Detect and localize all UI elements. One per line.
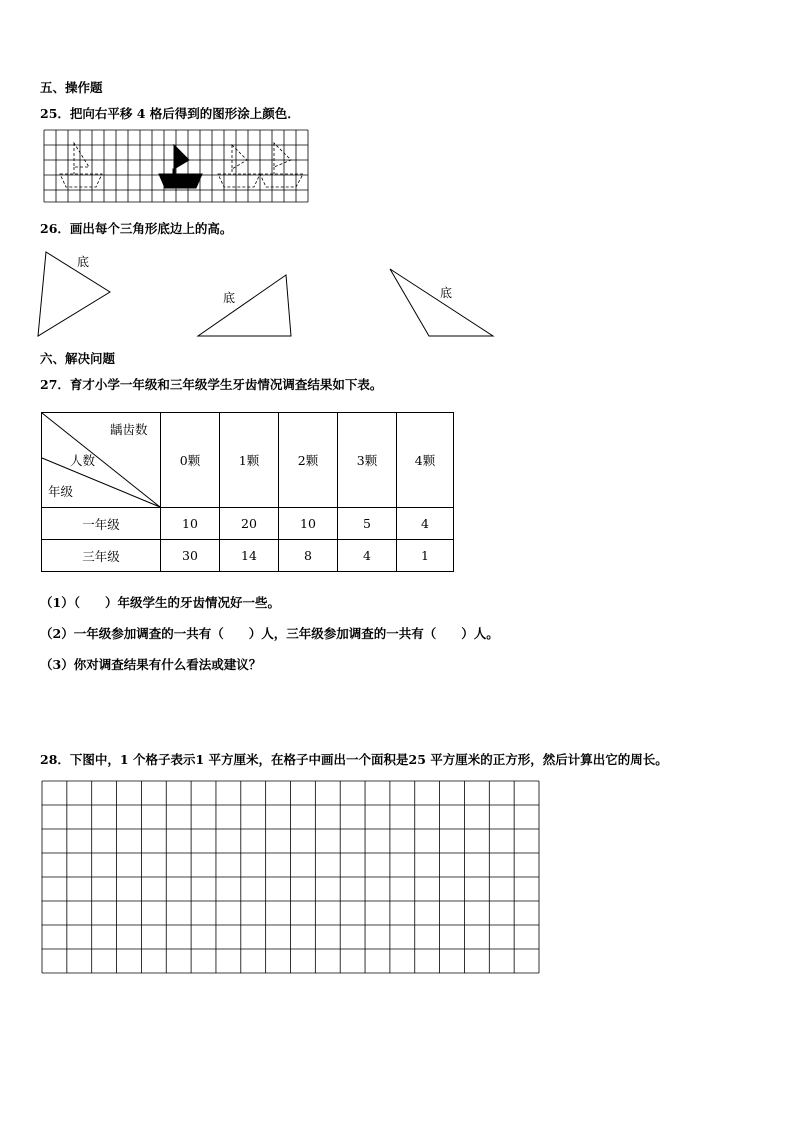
corner-label-grade: 年级: [48, 484, 74, 499]
table-cell: 20: [220, 508, 279, 540]
column-header: 0颗: [161, 413, 220, 508]
section-six-title: 六、解决问题: [40, 351, 116, 366]
table-cell: 10: [279, 508, 338, 540]
question-27-part-1: （1）（ ）年级学生的牙齿情况好一些。: [40, 595, 280, 610]
table-row: [42, 508, 454, 540]
solid-boat: [159, 145, 202, 188]
q25-grid-figure: [44, 130, 312, 202]
triangle-1: [36, 248, 116, 338]
table-cell: 10: [161, 508, 220, 540]
corner-label-people: 人数: [70, 453, 96, 468]
row-label: 一年级: [42, 508, 161, 540]
table-cell: 30: [161, 540, 220, 572]
question-26-text: 26．画出每个三角形底边上的高。: [40, 221, 233, 236]
dashed-boat-3: [260, 143, 303, 187]
triangle-3-base-label: 底: [440, 286, 453, 300]
table-cell: 1: [397, 540, 454, 572]
triangle-1-base-label: 底: [77, 255, 90, 269]
question-27-text: 27．育才小学一年级和三年级学生牙齿情况调查结果如下表。: [40, 377, 383, 392]
column-header: 4颗: [397, 413, 454, 508]
column-header: 2颗: [279, 413, 338, 508]
triangle-2-base-label: 底: [223, 291, 236, 305]
column-header: 3颗: [338, 413, 397, 508]
section-five-title: 五、操作题: [40, 80, 103, 95]
triangle-3: [387, 266, 497, 340]
question-25-text: 25．把向右平移 4 格后得到的图形涂上颜色．: [40, 106, 300, 121]
column-header: 1颗: [220, 413, 279, 508]
table-cell: 4: [397, 508, 454, 540]
survey-table: [41, 412, 454, 572]
question-28-text: 28．下图中，1 个格子表示1 平方厘米，在格子中画出一个面积是25 平方厘米的正方形，然后计算出它的周长。: [40, 752, 668, 767]
triangle-2: [194, 272, 296, 340]
corner-label-caries: 龋齿数: [110, 422, 148, 437]
row-label: 三年级: [42, 540, 161, 572]
table-cell: 5: [338, 508, 397, 540]
table-cell: 14: [220, 540, 279, 572]
table-cell: 4: [338, 540, 397, 572]
table-corner-cell: [42, 413, 161, 508]
table-cell: 8: [279, 540, 338, 572]
table-header-row: [42, 413, 454, 508]
question-27-part-2: （2）一年级参加调查的一共有（ ）人，三年级参加调查的一共有（ ）人。: [40, 626, 499, 641]
q28-square-grid: [42, 781, 540, 975]
dashed-boat-1: [60, 143, 102, 187]
table-row: [42, 540, 454, 572]
question-27-part-3: （3）你对调查结果有什么看法或建议？: [40, 657, 262, 672]
